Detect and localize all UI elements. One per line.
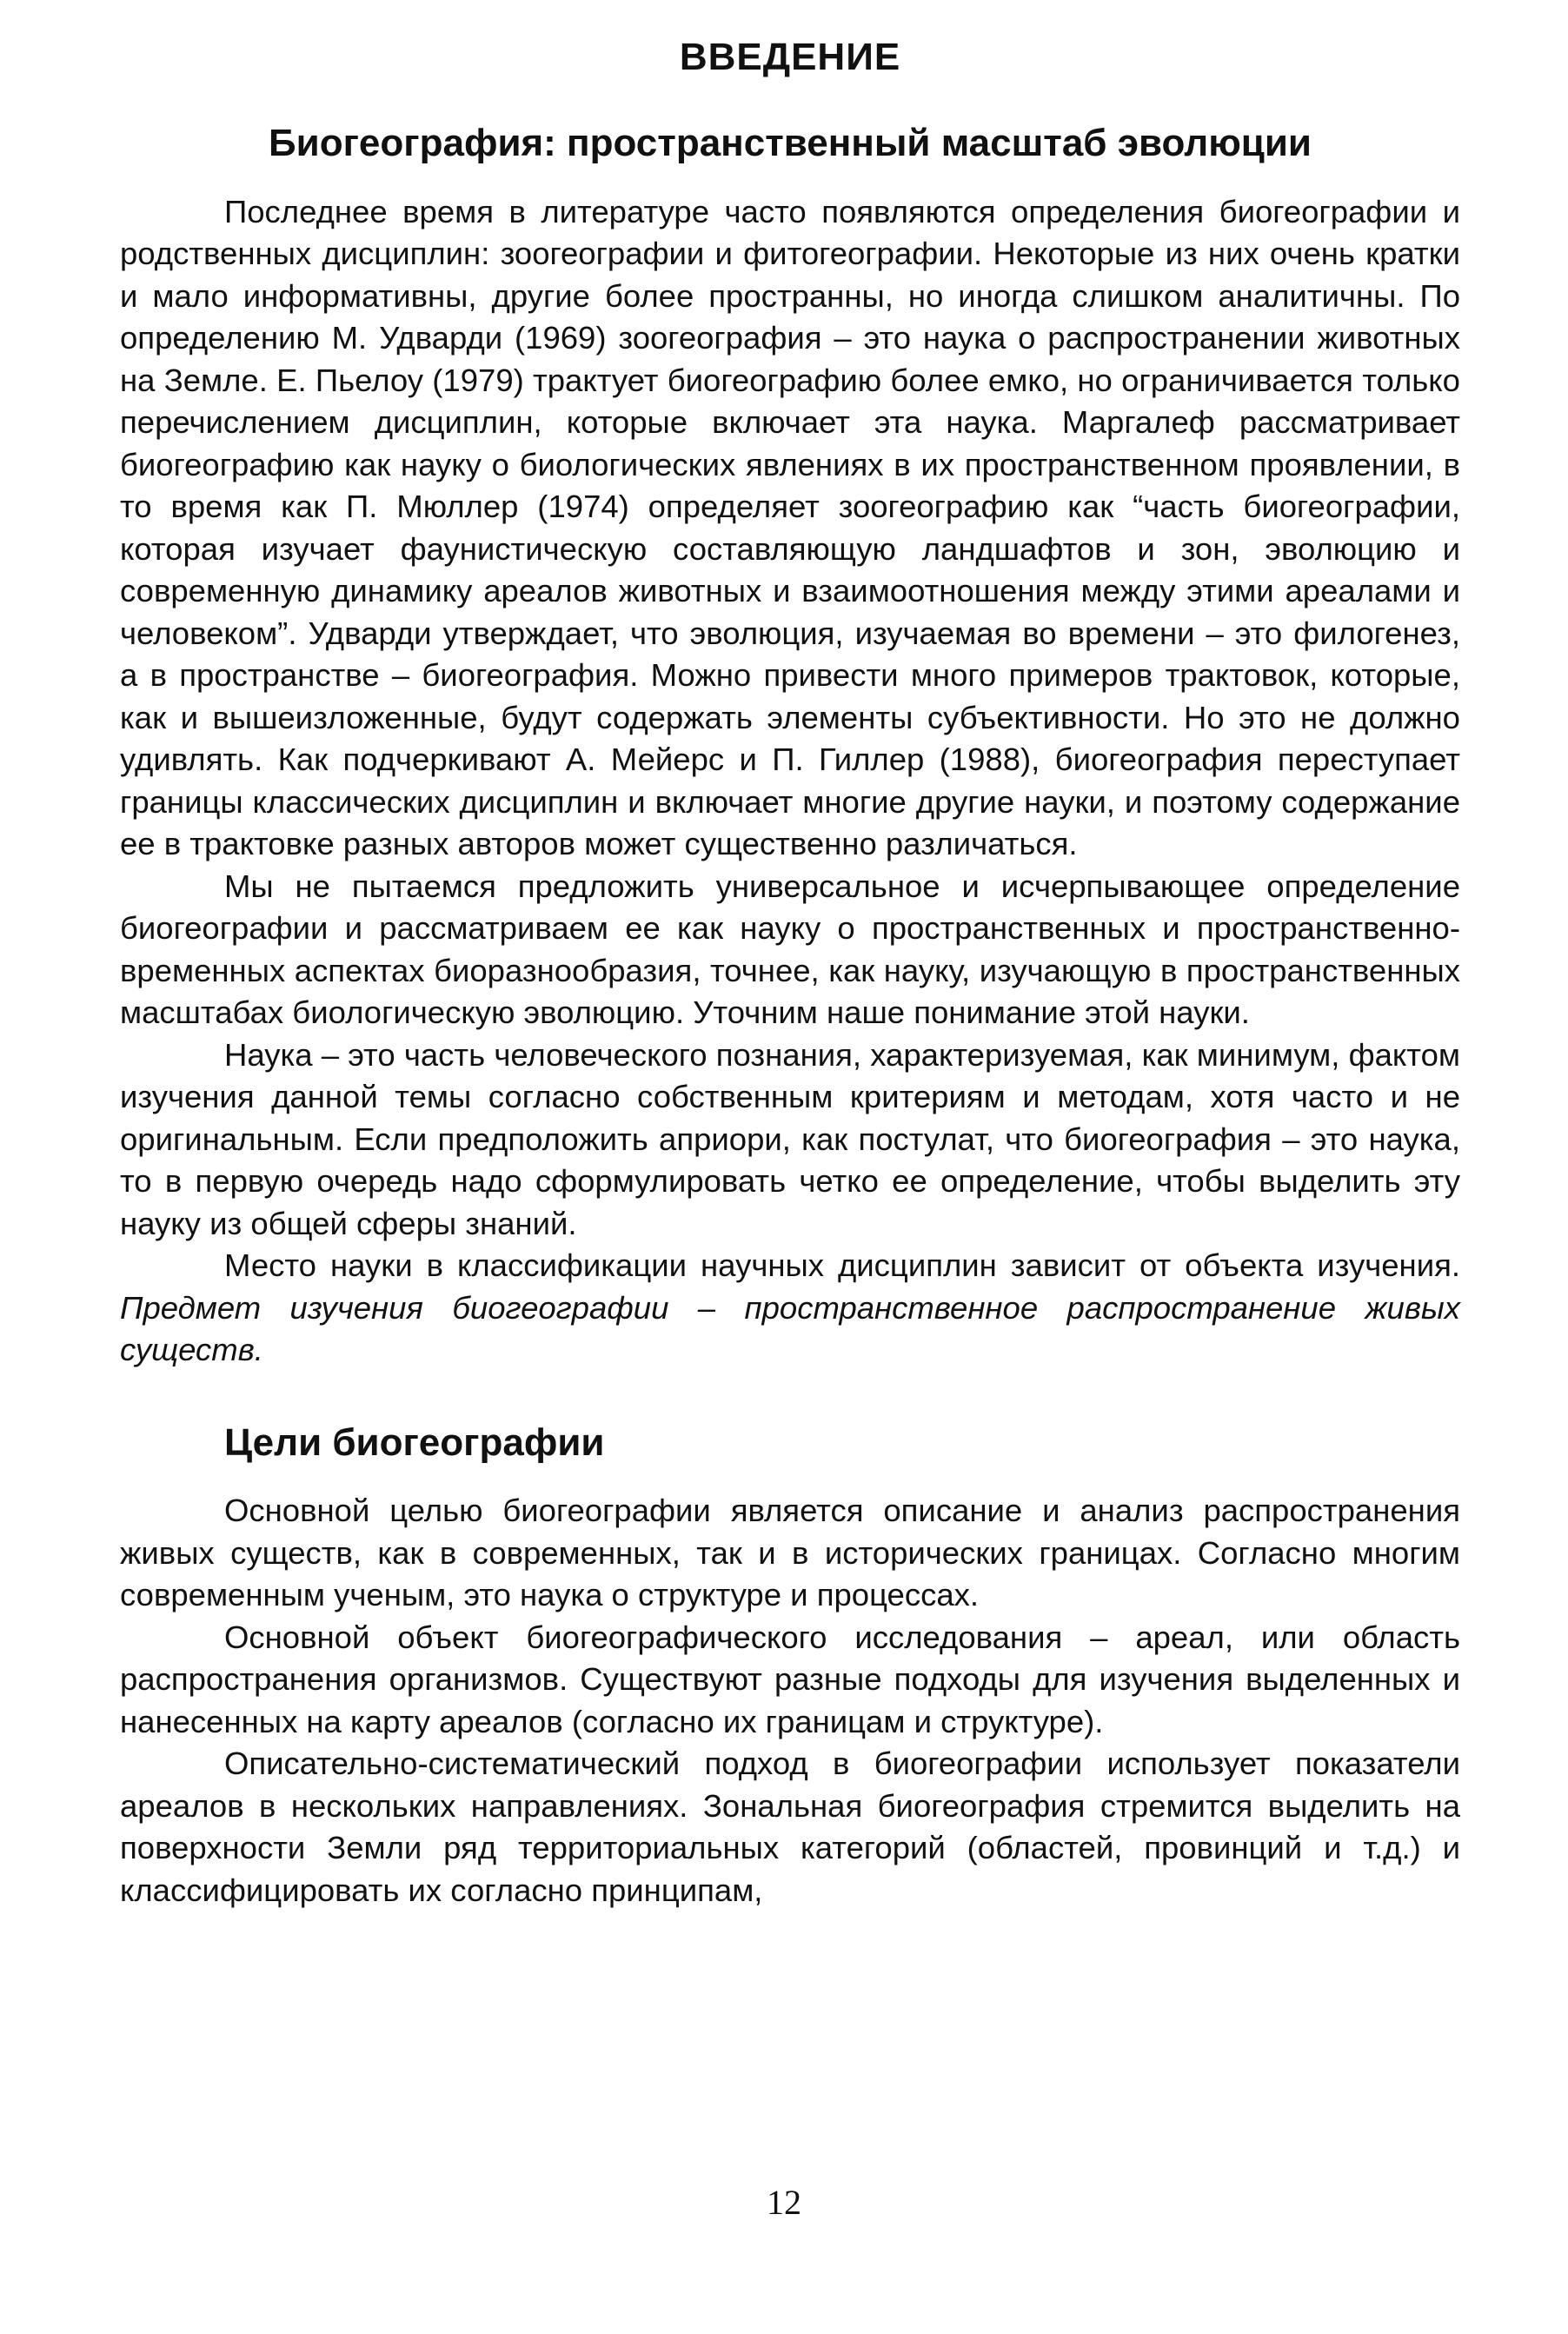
chapter-title: ВВЕДЕНИЕ [679, 36, 901, 78]
paragraph: Мы не пытаемся предложить универсальное и исчерпывающее определение биогеографии и рассматриваем ее как науку о пространственных и пространственно-временных аспектах биоразнообразия, точнее, как науку, изучающую в пространственных масштабах биологическую эволюцию. Уточним наше понимание этой науки. [120, 868, 1460, 1031]
paragraph: Последнее время в литературе часто появляются определения биогеографии и родственных дисциплин: зоогеографии и фитогеографии. Некоторые из них очень кратки и мало информативны, другие более пространны, но иногда слишком аналитичны. По определению М. Удварди (1969) зоогеография – это наука о распространении животных на Земле. Е. Пьелоу (1979) трактует биогеографию более емко, но ограничивается только перечислением дисциплин, которые включает эта наука. Маргалеф рассматривает биогеографию как науку о биологических явлениях в их пространственном проявлении, в то время как П. Мюллер (1974) определяет зоогеографию как “часть биогеографии, которая изучает фаунистическую составляющую ландшафтов и зон, эволюцию и современную динамику ареалов животных и взаимоотношения между этими ареалами и человеком”. Удварди утверждает, что эволюция, изучаемая во времени – это филогенез, а в пространстве – биогеография. Можно привести много примеров трактовок, которые, как и вышеизложенные, будут содержать элементы субъективности. Но это не должно удивлять. Как подчеркивают А. Мейерс и П. Гиллер (1988), биогеография переступает границы классических дисциплин и включает многие другие науки, и поэтому содержание ее в трактовке разных авторов может существенно различаться. [120, 193, 1460, 862]
paragraph: Наука – это часть человеческого познания, характеризуемая, как минимум, фактом изучения данной темы согласно собственным критериям и методам, хотя часто и не оригинальным. Если предположить априори, как постулат, что биогеография – это наука, то в первую очередь надо сформулировать четко ее определение, чтобы выделить эту науку из общей сферы знаний. [120, 1036, 1460, 1241]
paragraph [120, 1245, 1460, 1372]
paragraph: Описательно-систематический подход в биогеографии использует показатели ареалов в нескольких направлениях. Зональная биогеография стремится выделить на поверхности Земли ряд территориальных категорий (областей, провинций и т.д.) и классифицировать их согласно принципам, [120, 1746, 1460, 1908]
section-title-biogeography: Биогеография: пространственный масштаб эволюции [269, 121, 1312, 164]
section-title-goals: Цели биогеографии [224, 1420, 605, 1464]
page-number: 12 [767, 2183, 801, 2222]
paragraph-text: Место науки в классификации научных дисциплин зависит от объекта изучения. [224, 1247, 1460, 1284]
paragraph: Основной объект биогеографического исследования – ареал, или область распространения организмов. Существуют разные подходы для изучения выделенных и нанесенных на карту ареалов (согласно их границам и структуре). [120, 1619, 1460, 1739]
paragraph: Основной целью биогеографии является описание и анализ распространения живых существ, как в современных, так и в исторических границах. Согласно многим современным ученым, это наука о структуре и процессах. [120, 1493, 1460, 1613]
subject-definition: Предмет изучения биогеографии – пространственное распространение живых существ. [120, 1289, 1460, 1368]
page-content [120, 35, 1460, 1912]
